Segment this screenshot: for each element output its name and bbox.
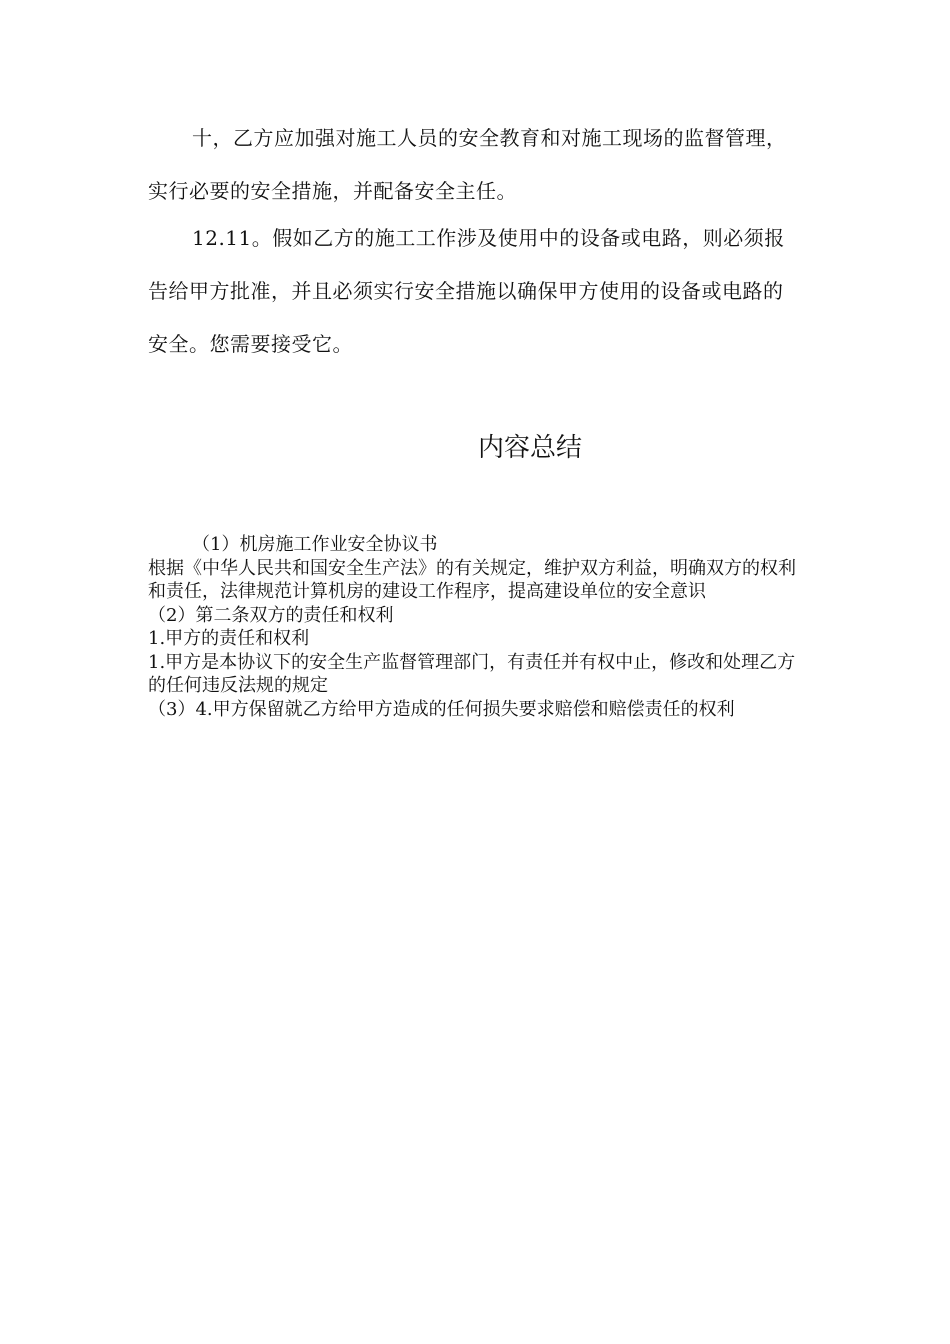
paragraph-safety-education: 十，乙方应加强对施工人员的安全教育和对施工现场的监督管理，实行必要的安全措施，并配备安全主任。 <box>148 126 787 203</box>
summary-line: （2）第二条双方的责任和权利 <box>148 604 394 626</box>
summary-line: （3）4.甲方保留就乙方给甲方造成的任何损失要求赔偿和赔偿责任的权利 <box>148 698 735 720</box>
summary-heading: 内容总结 <box>477 433 582 463</box>
summary-block <box>148 533 800 721</box>
summary-line: 1.甲方的责任和权利 <box>148 628 310 649</box>
summary-line: 根据《中华人民共和国安全生产法》的有关规定，维护双方利益，明确双方的权利和责任，法律规范计算机房的建设工作程序，提高建设单位的安全意识 <box>148 557 796 602</box>
paragraph-equipment-circuit: 12.11。假如乙方的施工工作涉及使用中的设备或电路，则必须报告给甲方批准，并且必须实行安全措施以确保甲方使用的设备或电路的安全。您需要接受它。 <box>148 226 785 356</box>
summary-line: （1）机房施工作业安全协议书 <box>192 534 438 555</box>
summary-line: 1.甲方是本协议下的安全生产监督管理部门，有责任并有权中止，修改和处理乙方的任何违反法规的规定 <box>148 651 796 696</box>
